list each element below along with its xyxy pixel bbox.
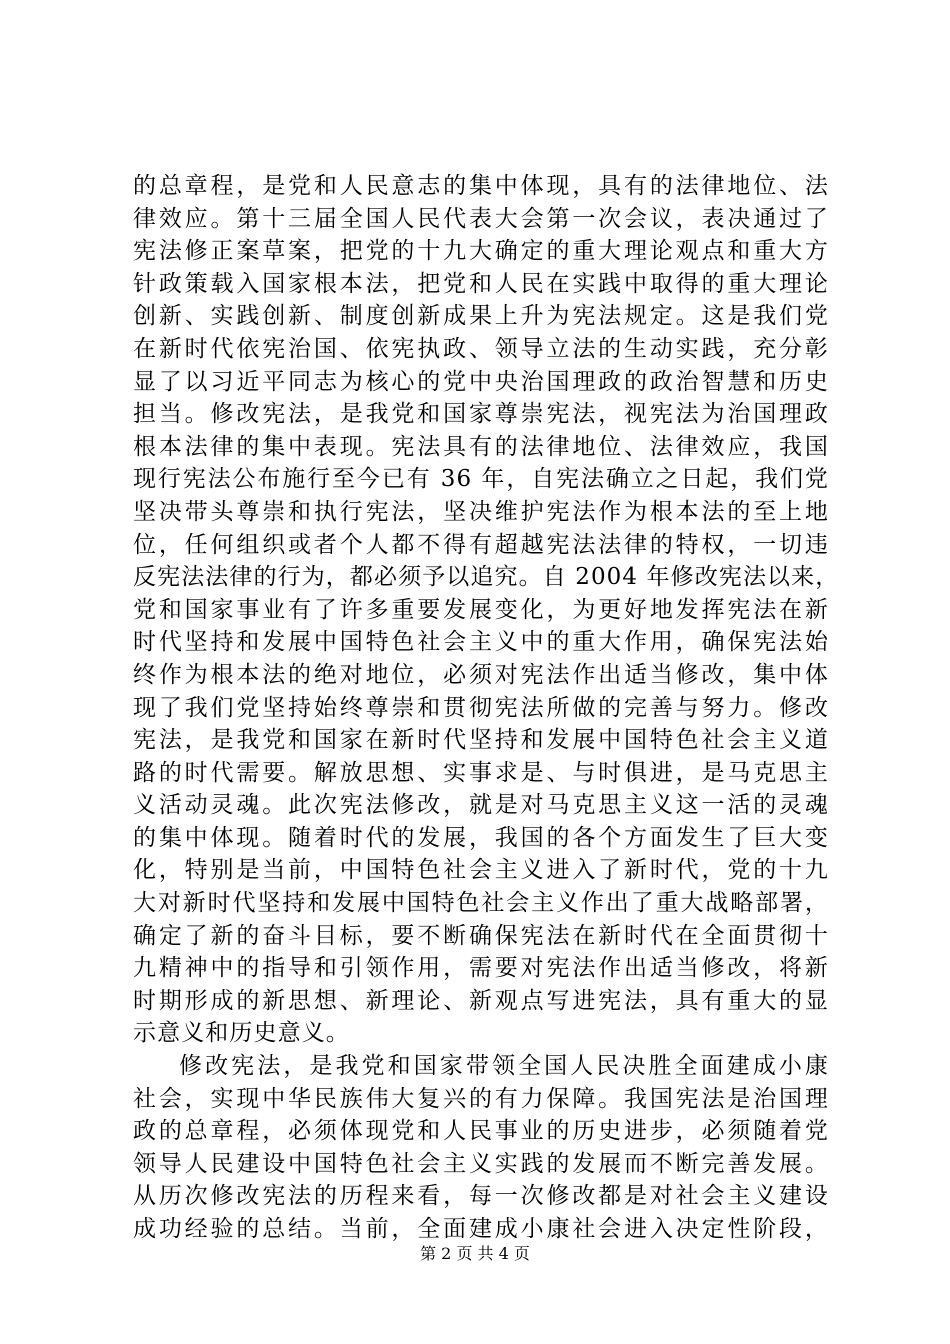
- text-line: 领导人民建设中国特色社会主义实践的发展而不断完善发展。: [133, 1150, 829, 1177]
- text-line: 示意义和历史意义。: [133, 1020, 350, 1047]
- text-line: 义活动灵魂。此次宪法修改，就是对马克思主义这一活的灵魂: [133, 792, 829, 819]
- text-line: 的集中体现。随着时代的发展，我国的各个方面发生了巨大变: [133, 824, 829, 851]
- text-line: 时代坚持和发展中国特色社会主义中的重大作用，确保宪法始: [133, 629, 829, 656]
- text-line: 的总章程，是党和人民意志的集中体现，具有的法律地位、法: [133, 173, 829, 199]
- text-line: 修改宪法，是我党和国家带领全国人民决胜全面建成小康: [179, 1053, 829, 1080]
- text-line: 针政策载入国家根本法，把党和人民在实践中取得的重大理论: [133, 270, 829, 297]
- text-line: 社会，实现中华民族伟大复兴的有力保障。我国宪法是治国理: [133, 1085, 829, 1112]
- text-line: 在新时代依宪治国、依宪执政、领导立法的生动实践，充分彰: [133, 335, 829, 362]
- text-line: 现了我们党坚持始终尊崇和贯彻宪法所做的完善与努力。修改: [133, 694, 829, 721]
- text-line: 创新、实践创新、制度创新成果上升为宪法规定。这是我们党: [133, 303, 829, 330]
- page-footer: 第 2 页 共 4 页: [420, 1244, 530, 1263]
- text-line: 显了以习近平同志为核心的党中央治国理政的政治智慧和历史: [133, 368, 829, 395]
- document-body: [133, 170, 840, 1246]
- text-line: 宪法，是我党和国家在新时代坚持和发展中国特色社会主义道: [133, 727, 829, 754]
- text-line: 党和国家事业有了许多重要发展变化，为更好地发挥宪法在新: [133, 596, 829, 623]
- text-line: 确定了新的奋斗目标，要不断确保宪法在新时代在全面贯彻十: [133, 922, 829, 949]
- text-line: 反宪法法律的行为，都必须予以追究。自 2004 年修改宪法以来，: [133, 564, 840, 591]
- text-line: 大对新时代坚持和发展中国特色社会主义作出了重大战略部署，: [133, 890, 829, 917]
- text-line: 担当。修改宪法，是我党和国家尊崇宪法，视宪法为治国理政: [133, 401, 829, 428]
- text-line: 律效应。第十三届全国人民代表大会第一次会议，表决通过了: [133, 205, 829, 232]
- text-line: 路的时代需要。解放思想、实事求是、与时俱进，是马克思主: [133, 759, 829, 786]
- text-line: 位，任何组织或者个人都不得有超越宪法法律的特权，一切违: [133, 531, 829, 558]
- text-line: 时期形成的新思想、新理论、新观点写进宪法，具有重大的显: [133, 987, 829, 1014]
- text-line: 现行宪法公布施行至今已有 36 年，自宪法确立之日起，我们党: [133, 466, 829, 493]
- text-line: 坚决带头尊崇和执行宪法，坚决维护宪法作为根本法的至上地: [133, 498, 829, 525]
- text-line: 九精神中的指导和引领作用，需要对宪法作出适当修改，将新: [133, 955, 829, 982]
- text-line: 根本法律的集中表现。宪法具有的法律地位、法律效应，我国: [133, 433, 829, 460]
- text-line: 终作为根本法的绝对地位，必须对宪法作出适当修改，集中体: [133, 661, 829, 688]
- text-line: 化，特别是当前，中国特色社会主义进入了新时代，党的十九: [133, 857, 829, 884]
- text-line: 宪法修正案草案，把党的十九大确定的重大理论观点和重大方: [133, 238, 829, 265]
- text-line: 从历次修改宪法的历程来看，每一次修改都是对社会主义建设: [133, 1183, 829, 1210]
- text-line: 政的总章程，必须体现党和人民事业的历史进步，必须随着党: [133, 1118, 829, 1145]
- text-line: 成功经验的总结。当前，全面建成小康社会进入决定性阶段，: [133, 1216, 829, 1242]
